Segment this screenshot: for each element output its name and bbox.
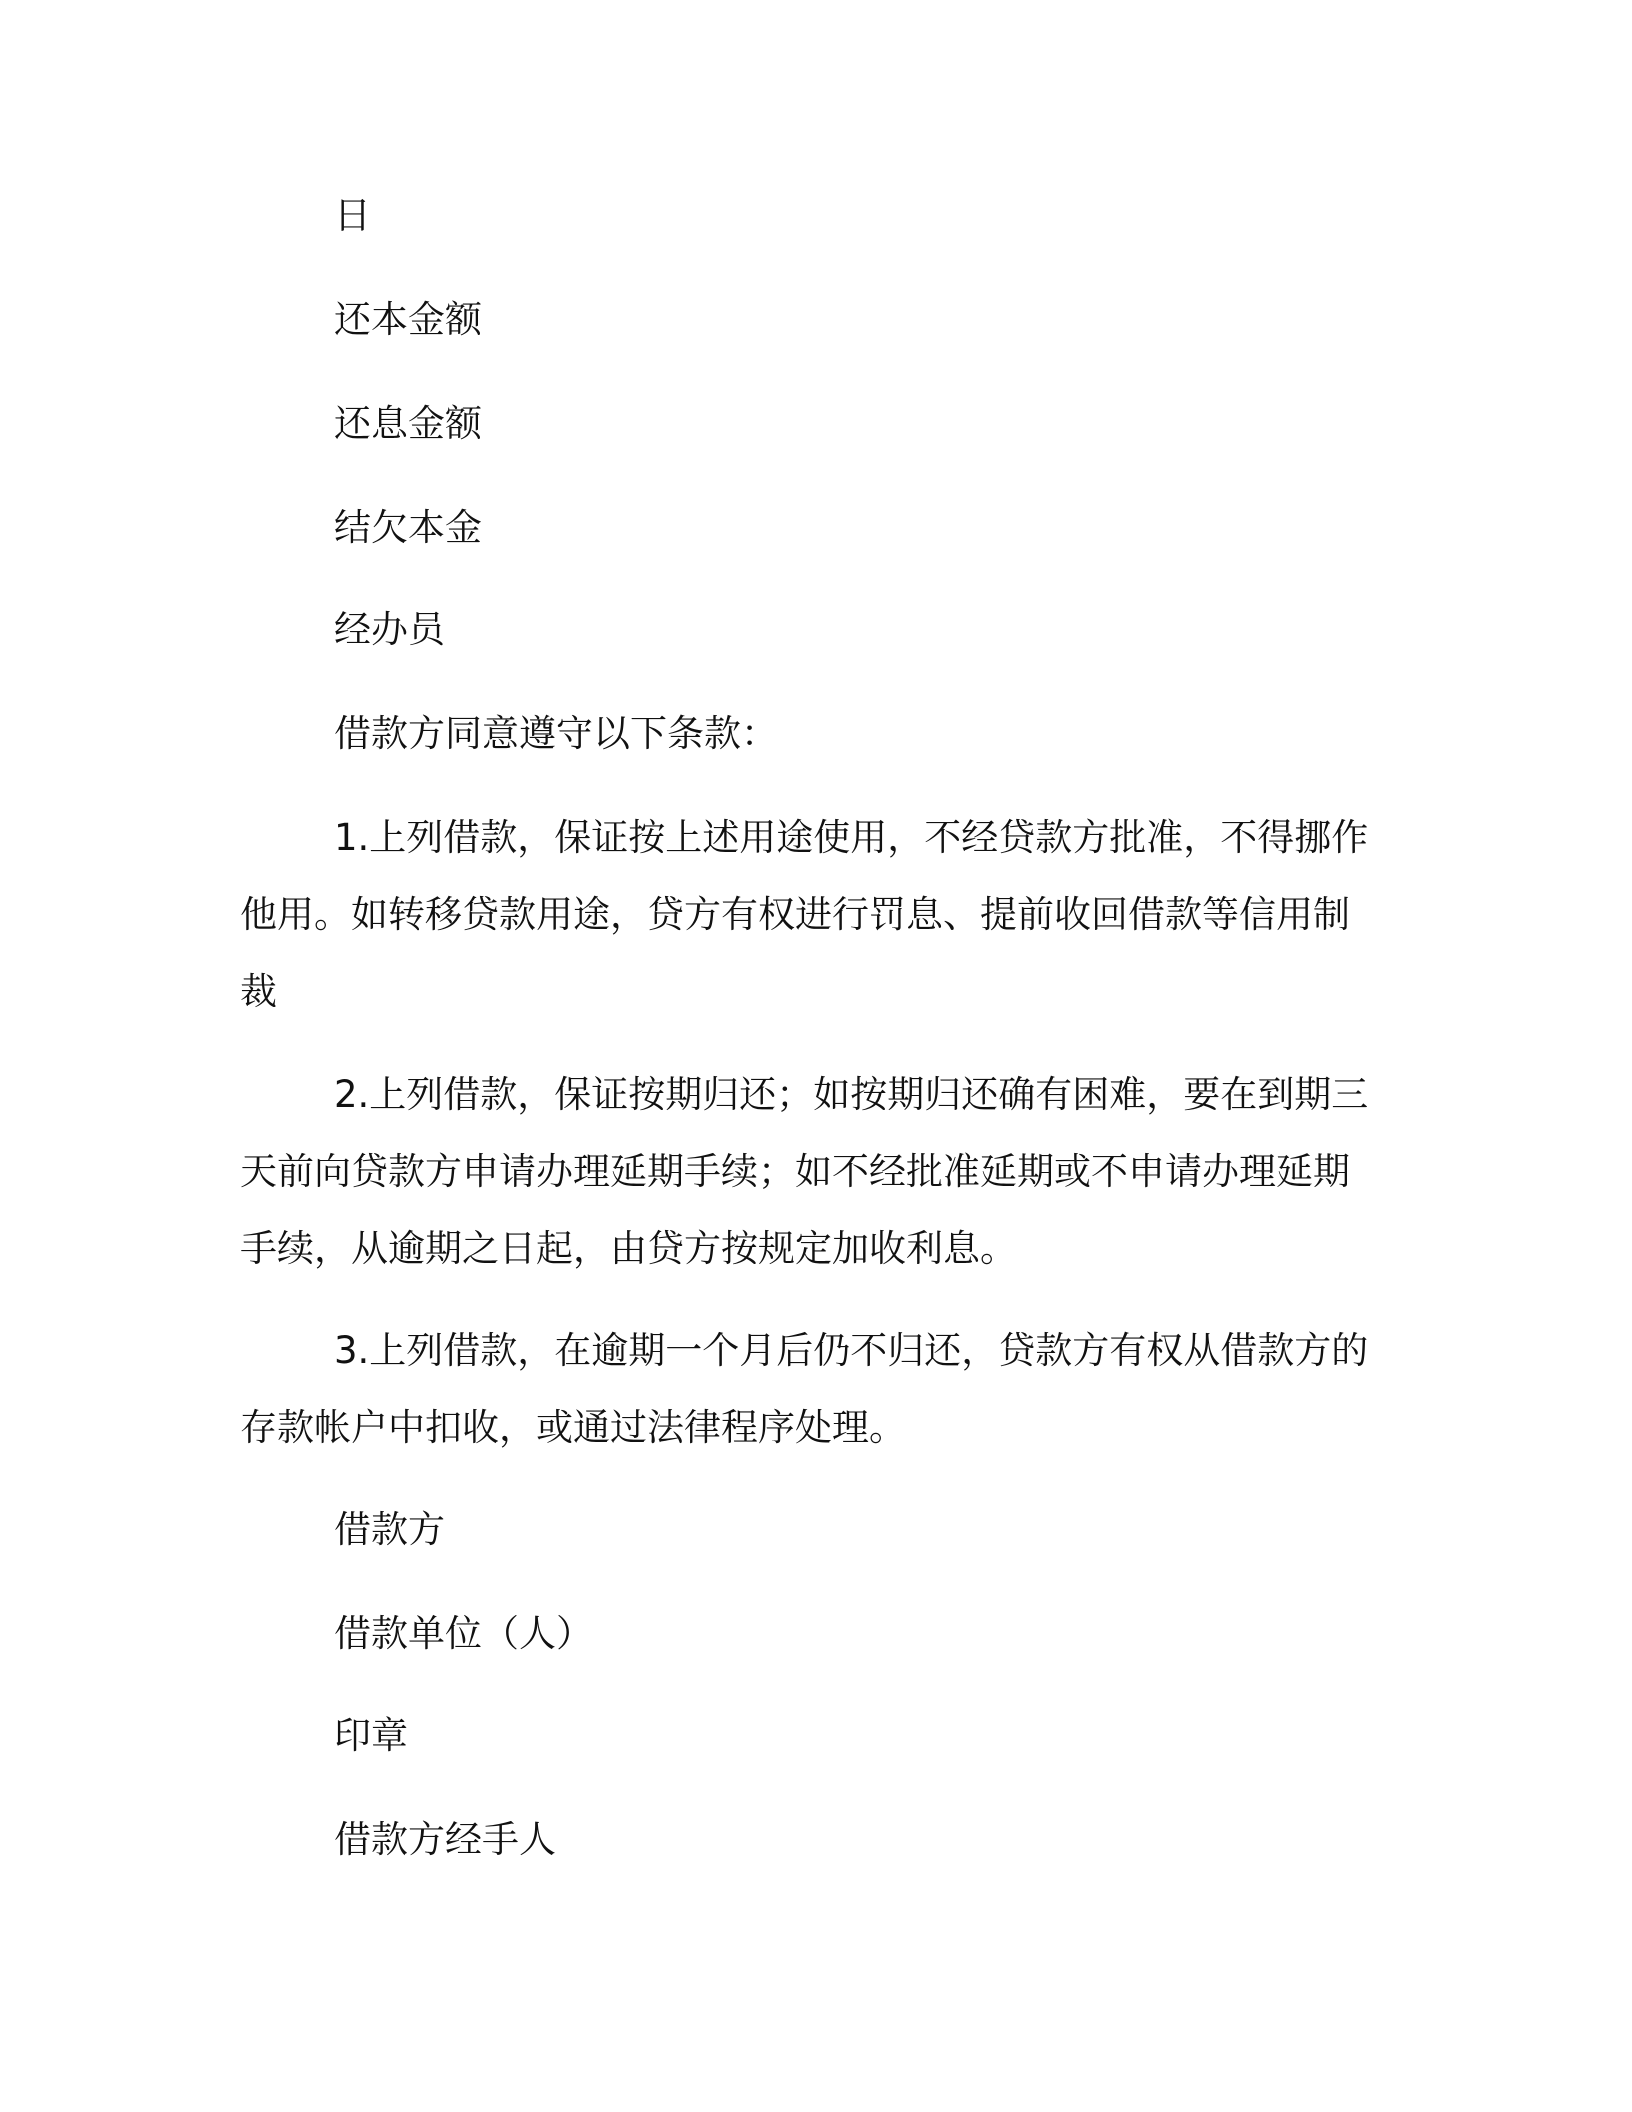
clause-1-line-2: 他用。如转移贷款用途，贷方有权进行罚息、提前收回借款等信用制 xyxy=(240,893,1350,936)
terms-intro: 借款方同意遵守以下条款： xyxy=(334,712,778,755)
field-outstanding-principal-label: 结欠本金 xyxy=(334,506,482,549)
signature-seal-label: 印章 xyxy=(334,1714,408,1757)
signature-borrowing-unit-label: 借款单位（人） xyxy=(334,1612,593,1655)
field-principal-repaid-label: 还本金额 xyxy=(334,298,482,341)
clause-3-line-2: 存款帐户中扣收，或通过法律程序处理。 xyxy=(240,1406,906,1449)
clause-3-line-1: 3.上列借款，在逾期一个月后仍不归还，贷款方有权从借款方的 xyxy=(334,1329,1369,1372)
clause-2-line-2: 天前向贷款方申请办理延期手续；如不经批准延期或不申请办理延期 xyxy=(240,1150,1350,1193)
signature-borrower-label: 借款方 xyxy=(334,1508,445,1551)
clause-2-line-3: 手续，从逾期之日起，由贷方按规定加收利息。 xyxy=(240,1227,1017,1270)
clause-2-line-1: 2.上列借款，保证按期归还；如按期归还确有困难，要在到期三 xyxy=(334,1073,1369,1116)
field-handler-label: 经办员 xyxy=(334,608,445,651)
signature-borrower-handler-label: 借款方经手人 xyxy=(334,1818,556,1861)
field-day-label: 日 xyxy=(334,194,371,237)
clause-1-line-1: 1.上列借款，保证按上述用途使用，不经贷款方批准，不得挪作 xyxy=(334,816,1369,859)
field-interest-repaid-label: 还息金额 xyxy=(334,402,482,445)
clause-1-line-3: 裁 xyxy=(240,970,277,1013)
